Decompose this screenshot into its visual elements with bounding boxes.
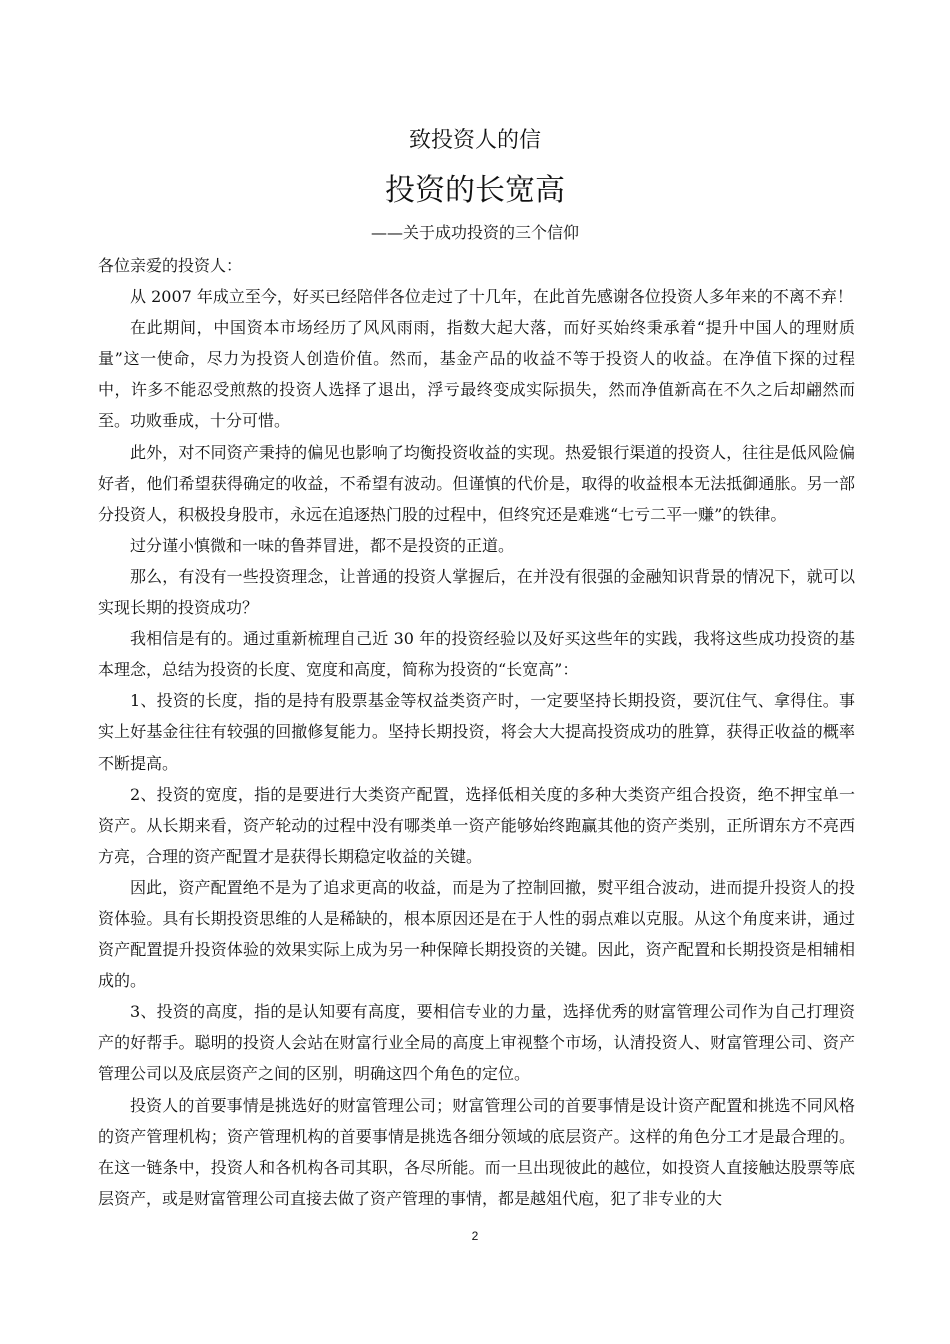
paragraph: 在此期间，中国资本市场经历了风风雨雨，指数大起大落，而好买始终秉承着“提升中国人的理财质量”这一使命，尽力为投资人创造价值。然而，基金产品的收益不等于投资人的收益。在净值下探的过程中，许多不能忍受煎熬的投资人选择了退出，浮亏最终变成实际损失，然而净值新高在不久之后却翩然而至。功败垂成，十分可惜。 <box>98 318 855 431</box>
paragraph: 过分谨小慎微和一味的鲁莽冒进，都不是投资的正道。 <box>130 535 515 555</box>
paragraph: 因此，资产配置绝不是为了追求更高的收益，而是为了控制回撤，熨平组合波动，进而提升投资人的投资体验。具有长期投资思维的人是稀缺的，根本原因还是在于人性的弱点难以克服。从这个角度来讲，通过资产配置提升投资体验的效果实际上成为另一种保障长期投资的关键。因此，资产配置和长期投资是相辅相成的。 <box>98 877 855 991</box>
paragraph: 从 2007 年成立至今，好买已经陪伴各位走过了十几年，在此首先感谢各位投资人多年来的不离不弃！ <box>130 287 853 307</box>
paragraph: 投资人的首要事情是挑选好的财富管理公司；财富管理公司的首要事情是设计资产配置和挑选不同风格的资产管理机构；资产管理机构的首要事情是挑选各细分领域的底层资产。这样的角色分工才是最合理的。在这一链条中，投资人和各机构各司其职，各尽所能。而一旦出现彼此的越位，如投资人直接触达股票等底层资产，或是财富管理公司直接去做了资产管理的事情，都是越俎代庖，犯了非专业的大 <box>98 1095 855 1208</box>
paragraph: 此外，对不同资产秉持的偏见也影响了均衡投资收益的实现。热爱银行渠道的投资人，往往是低风险偏好者，他们希望获得确定的收益，不希望有波动。但谨慎的代价是，取得的收益根本无法抵御通胀。另一部分投资人，积极投身股市，永远在追逐热门股的过程中，但终究还是难逃“七亏二平一赚”的铁律。 <box>98 442 855 524</box>
page-number: 2 <box>471 1229 479 1243</box>
main-title: 投资的长宽高 <box>385 173 565 208</box>
paragraph: 我相信是有的。通过重新梳理自己近 30 年的投资经验以及好买这些年的实践，我将这些成功投资的基本理念，总结为投资的长度、宽度和高度，简称为投资的“长宽高”： <box>98 629 855 680</box>
paragraph: 1、投资的长度，指的是持有股票基金等权益类资产时，一定要坚持长期投资，要沉住气、拿得住。事实上好基金往往有较强的回撤修复能力。坚持长期投资，将会大大提高投资成功的胜算，获得正收益的概率不断提高。 <box>98 691 855 773</box>
letter-body <box>98 250 855 1214</box>
greeting: 各位亲爱的投资人： <box>98 256 243 275</box>
paragraph: 那么，有没有一些投资理念，让普通的投资人掌握后，在并没有很强的金融知识背景的情况下，就可以实现长期的投资成功？ <box>98 566 855 618</box>
letter-title: 致投资人的信 <box>408 128 541 153</box>
subtitle: ——关于成功投资的三个信仰 <box>370 223 579 242</box>
paragraph: 3、投资的高度，指的是认知要有高度，要相信专业的力量，选择优秀的财富管理公司作为自己打理资产的好帮手。聪明的投资人会站在财富行业全局的高度上审视整个市场，认清投资人、财富管理公司、资产管理公司以及底层资产之间的区别，明确这四个角色的定位。 <box>98 1002 855 1084</box>
paragraph: 2、投资的宽度，指的是要进行大类资产配置，选择低相关度的多种大类资产组合投资，绝不押宝单一资产。从长期来看，资产轮动的过程中没有哪类单一资产能够始终跑赢其他的资产类别，正所谓东方不亮西方亮，合理的资产配置才是获得长期稳定收益的关键。 <box>98 784 855 866</box>
